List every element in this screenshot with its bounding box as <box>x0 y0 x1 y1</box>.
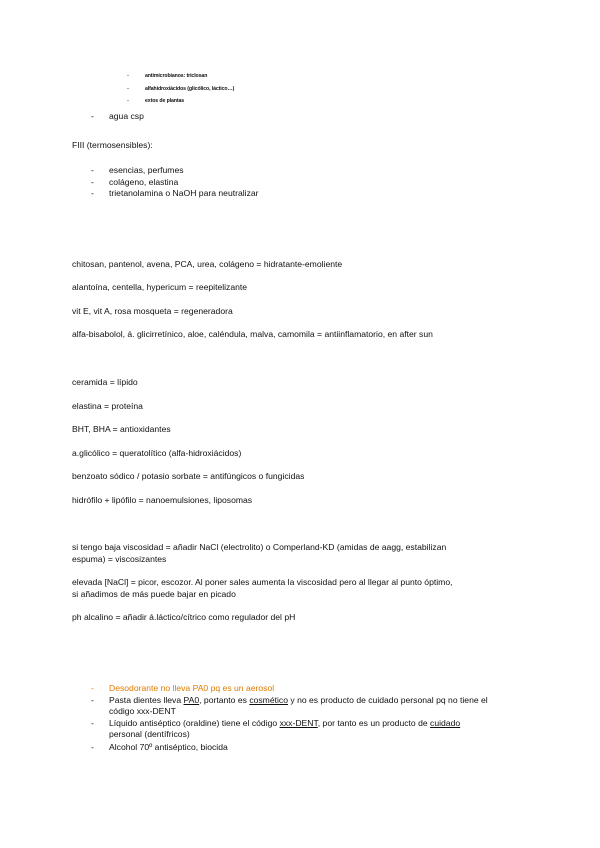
text-line: personal (dentífricos) <box>109 729 190 739</box>
underlined-term: xxx-DENT <box>279 718 318 728</box>
text-fragment: , por tanto es un producto de <box>317 718 431 728</box>
text-line: código xxx-DENT <box>109 706 176 716</box>
bullet-dash: - <box>91 683 94 693</box>
text-line: alantoína, centella, hypericum = reepitelizante <box>72 282 248 292</box>
list-item: colágeno, elastina <box>109 177 179 187</box>
list-item: extos de plantas <box>145 98 185 104</box>
list-item: antimicrobianos: triclosan <box>145 73 208 79</box>
text-fragment: , portanto es <box>199 695 250 705</box>
bullet-dash: - <box>91 111 94 121</box>
underlined-term: cuidado <box>430 718 461 728</box>
text-fragment: y no es producto de cuidado personal pq no tiene el <box>288 695 488 705</box>
bullet-dash: - <box>91 165 94 175</box>
list-item: agua csp <box>109 111 144 121</box>
list-item-pasta-dientes <box>109 695 488 706</box>
bullet-dash: - <box>91 742 94 752</box>
bullet-dash: - <box>91 177 94 187</box>
list-item-desodorante: Desodorante no lleva PA0 pq es un aerosol <box>109 683 275 693</box>
text-line: si añadimos de más puede bajar en picado <box>72 589 236 599</box>
text-line: ceramida = lípido <box>72 377 138 387</box>
underlined-term: cosmético <box>249 695 288 705</box>
list-item: esencias, perfumes <box>109 165 184 175</box>
text-line: espuma) = viscosizantes <box>72 554 167 564</box>
section-heading: FIII (termosensibles): <box>72 140 153 150</box>
bullet-dash: - <box>127 98 129 104</box>
text-fragment: Líquido antiséptico (oraldine) tiene el código <box>109 718 280 728</box>
text-line: hidrófilo + lipófilo = nanoemulsiones, liposomas <box>72 495 253 505</box>
list-item-alcohol: Alcohol 70º antiséptico, biocida <box>109 742 228 752</box>
text-fragment: Pasta dientes lleva <box>109 695 184 705</box>
text-line: BHT, BHA = antioxidantes <box>72 424 171 434</box>
text-line: chitosan, pantenol, avena, PCA, urea, colágeno = hidratante-emoliente <box>72 259 343 269</box>
list-item: trietanolamina o NaOH para neutralizar <box>109 188 259 198</box>
bullet-dash: - <box>91 718 94 728</box>
text-line: elevada [NaCl] = picor, escozor. Al poner sales aumenta la viscosidad pero al llegar al punto óptimo, <box>72 577 453 587</box>
text-line: alfa-bisabolol, á. glicirretínico, aloe, caléndula, malva, camomila = antiinflamatorio, en after sun <box>72 329 433 339</box>
bullet-dash: - <box>127 73 129 79</box>
text-line: elastina = proteína <box>72 401 143 411</box>
list-item: alfahidroxiácidos (glicólico, láctico…) <box>145 86 235 92</box>
underlined-term: PA0 <box>183 695 200 705</box>
text-line: si tengo baja viscosidad = añadir NaCl (electrolito) o Comperland-KD (amidas de aagg, estabilizan <box>72 542 447 552</box>
bullet-dash: - <box>127 86 129 92</box>
text-line: a.glicólico = queratolítico (alfa-hidroxiácidos) <box>72 448 242 458</box>
text-line: ph alcalino = añadir á.láctico/cítrico como regulador del pH <box>72 612 296 622</box>
text-line: vit E, vit A, rosa mosqueta = regeneradora <box>72 306 233 316</box>
text-line: benzoato sódico / potasio sorbate = antifúngicos o fungicidas <box>72 471 305 481</box>
list-item-liquido-antiseptico <box>109 718 460 729</box>
bullet-dash: - <box>91 188 94 198</box>
bullet-dash: - <box>91 695 94 705</box>
